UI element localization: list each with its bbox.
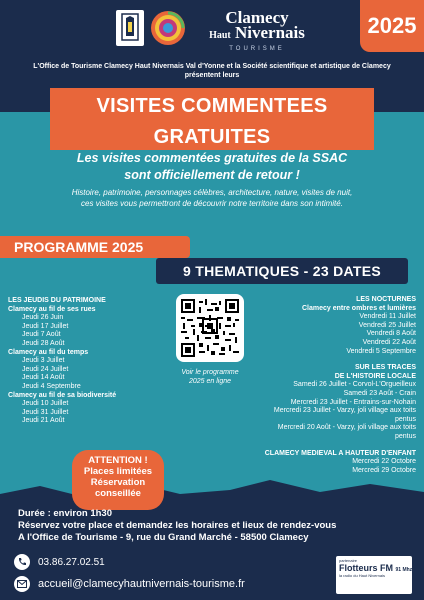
brand-line2 <box>192 25 322 44</box>
brand-line1: Clamecy <box>225 8 289 27</box>
title-line1: VISITES COMMENTEES <box>96 95 328 117</box>
radio-name-text: Flotteurs FM <box>339 563 393 573</box>
brand-nivernais: Nivernais <box>235 23 305 42</box>
qr-caption-line1: Voir le programme <box>181 369 239 376</box>
brand-name <box>192 10 322 52</box>
date-item: Jeudi 24 Juillet <box>22 365 69 373</box>
date-item: Vendredi 8 Août <box>366 330 416 338</box>
phone-icon <box>14 554 30 570</box>
qr-code[interactable] <box>176 294 244 362</box>
title-banner <box>50 88 374 150</box>
attention-line3: conseillée <box>95 488 141 499</box>
date-item: Jeudi 4 Septembre <box>22 382 81 390</box>
phone-contact[interactable] <box>14 554 105 570</box>
left-category: LES JEUDIS DU PATRIMOINE <box>8 297 106 304</box>
date-item: Vendredi 22 Août <box>362 338 416 346</box>
lead-sub1: Histoire, patrimoine, personnages célèbres, architecture, nature, visites de nuit, <box>71 188 353 197</box>
email-contact[interactable] <box>14 576 245 592</box>
date-item: Vendredi 25 Juillet <box>358 321 416 329</box>
lead-block <box>0 150 424 209</box>
radio-name <box>336 563 412 573</box>
radio-freq: 91 Mhz <box>395 567 413 573</box>
right-schedule <box>246 296 416 475</box>
attention-line1: Places limitées <box>83 466 153 477</box>
radio-partner-logo <box>336 556 412 594</box>
spacer <box>246 442 416 450</box>
date-item: Mercredi 20 Août - Varzy, joli village aux toits <box>277 424 416 432</box>
attention-line2: Réservation <box>90 477 146 488</box>
email-address[interactable]: accueil@clamecyhautnivernais-tourisme.fr <box>38 578 245 590</box>
radio-small-bottom: la radio du Haut Nivernais <box>339 573 386 578</box>
lead-line2: sont officiellement de retour ! <box>124 168 300 182</box>
date-item: Jeudi 14 Août <box>22 374 65 382</box>
group-title-1: Clamecy au fil de ses rues <box>8 305 96 313</box>
brand-haut: Haut <box>209 30 231 41</box>
date-item: Jeudi 26 Juin <box>22 314 64 322</box>
group-title-3: Clamecy au fil de sa biodiversité <box>8 391 117 399</box>
date-item: pentus <box>394 415 416 423</box>
radio-small-top: partenaire <box>339 558 358 563</box>
title-line2: GRATUITES <box>153 126 271 148</box>
date-item: Mercredi 29 Octobre <box>352 466 416 474</box>
qr-caption-line2: 2025 en ligne <box>188 378 232 385</box>
attention-line0: ATTENTION ! <box>88 455 148 466</box>
reservation-info <box>18 508 418 544</box>
nocturnes-title: LES NOCTURNES <box>356 296 416 303</box>
date-item: Mercredi 22 Octobre <box>352 458 416 466</box>
thematiques-label: 9 THEMATIQUES - 23 DATES <box>156 258 408 284</box>
traces-title1: SUR LES TRACES <box>354 364 416 372</box>
tourism-spiral-logo <box>150 10 186 46</box>
date-item: Jeudi 31 Juillet <box>22 408 69 416</box>
date-item: Vendredi 11 Juillet <box>359 313 416 321</box>
date-item: Samedi 23 Août - Crain <box>343 389 416 397</box>
date-item: Vendredi 5 Septembre <box>346 347 416 355</box>
date-item: Mercredi 23 Juillet - Entrains-sur-Nohain <box>290 398 416 406</box>
address: A l'Office de Tourisme - 9, rue du Grand Marché - 58500 Clamecy <box>18 532 309 543</box>
qr-code-icon <box>181 299 239 357</box>
traces-title2: DE L'HISTOIRE LOCALE <box>334 372 416 380</box>
reserve-text: Réservez votre place et demandez les horaires et lieux de rendez-vous <box>18 520 337 531</box>
lead-sub2: ces visites vous permettront de découvrir notre territoire dans son intimité. <box>81 199 343 208</box>
nocturnes-sub: Clamecy entre ombres et lumières <box>302 304 416 312</box>
date-item: Jeudi 17 Juillet <box>22 322 69 330</box>
left-schedule <box>8 296 158 426</box>
intro-line2: présentent leurs <box>184 72 240 79</box>
date-item: Samedi 26 Juillet - Corvol-L'Orgueilleux <box>293 381 416 389</box>
lead-line1: Les visites commentées gratuites de la SSAC <box>76 151 348 165</box>
intro-line1: L'Office de Tourisme Clamecy Haut Nivernais Val d'Yonne et la Société scientifique et artistique de Clamecy <box>33 63 391 70</box>
date-item: Mercredi 23 Juillet - Varzy, joli village aux toits <box>273 407 416 415</box>
programme-label: PROGRAMME 2025 <box>0 236 190 258</box>
group-title-2: Clamecy au fil du temps <box>8 348 89 356</box>
mail-icon <box>14 576 30 592</box>
date-item: Jeudi 7 Août <box>22 331 61 339</box>
date-item: Jeudi 21 Août <box>22 417 65 425</box>
qr-caption <box>166 368 254 386</box>
spacer <box>246 356 416 364</box>
year-badge: 2025 <box>360 0 424 52</box>
date-item: Jeudi 28 Août <box>22 339 65 347</box>
date-item: Jeudi 10 Juillet <box>22 400 69 408</box>
phone-number[interactable]: 03.86.27.02.51 <box>38 556 105 568</box>
attention-bubble <box>72 450 164 510</box>
brand-tagline: TOURISME <box>229 46 285 52</box>
duration: Durée : environ 1h30 <box>18 508 112 519</box>
lead-sub <box>0 187 424 209</box>
ssac-logo <box>116 10 144 46</box>
medieval-title: CLAMECY MEDIEVAL A HAUTEUR D'ENFANT <box>264 449 416 457</box>
date-item: pentus <box>394 432 416 440</box>
intro-text <box>10 62 414 80</box>
date-item: Jeudi 3 Juillet <box>22 357 65 365</box>
